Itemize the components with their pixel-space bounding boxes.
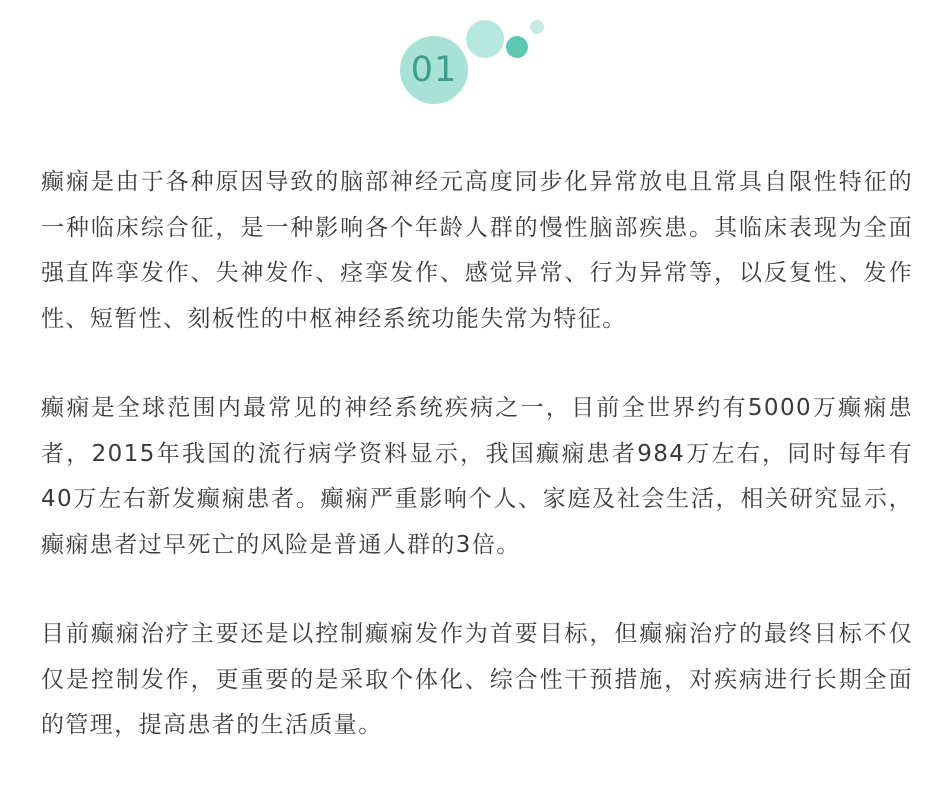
paragraph-1: 癫痫是由于各种原因导致的脑部神经元高度同步化异常放电且常具自限性特征的一种临床综合征，是一种影响各个年龄人群的慢性脑部疾患。其临床表现为全面强直阵挛发作、失神发作、痉挛发作、感觉异常、行为异常等，以反复性、发作性、短暂性、刻板性的中枢神经系统功能失常为特征。 bbox=[41, 169, 913, 332]
section-number: 01 bbox=[410, 50, 458, 90]
article-body bbox=[41, 160, 913, 793]
section-number-badge bbox=[396, 14, 556, 114]
paragraph-3: 目前癫痫治疗主要还是以控制癫痫发作为首要目标，但癫痫治疗的最终目标不仅仅是控制发作，更重要的是采取个体化、综合性干预措施，对疾病进行长期全面的管理，提高患者的生活质量。 bbox=[41, 621, 913, 738]
paragraph-2: 癫痫是全球范围内最常见的神经系统疾病之一，目前全世界约有5000万癫痫患者，2015年我国的流行病学资料显示，我国癫痫患者984万左右，同时每年有40万左右新发癫痫患者。癫痫严重影响个人、家庭及社会生活，相关研究显示，癫痫患者过早死亡的风险是普通人群的3倍。 bbox=[41, 395, 913, 558]
decorative-circle-dark bbox=[506, 36, 528, 58]
decorative-circle-light bbox=[466, 20, 504, 58]
decorative-circle-tiny bbox=[530, 20, 544, 34]
